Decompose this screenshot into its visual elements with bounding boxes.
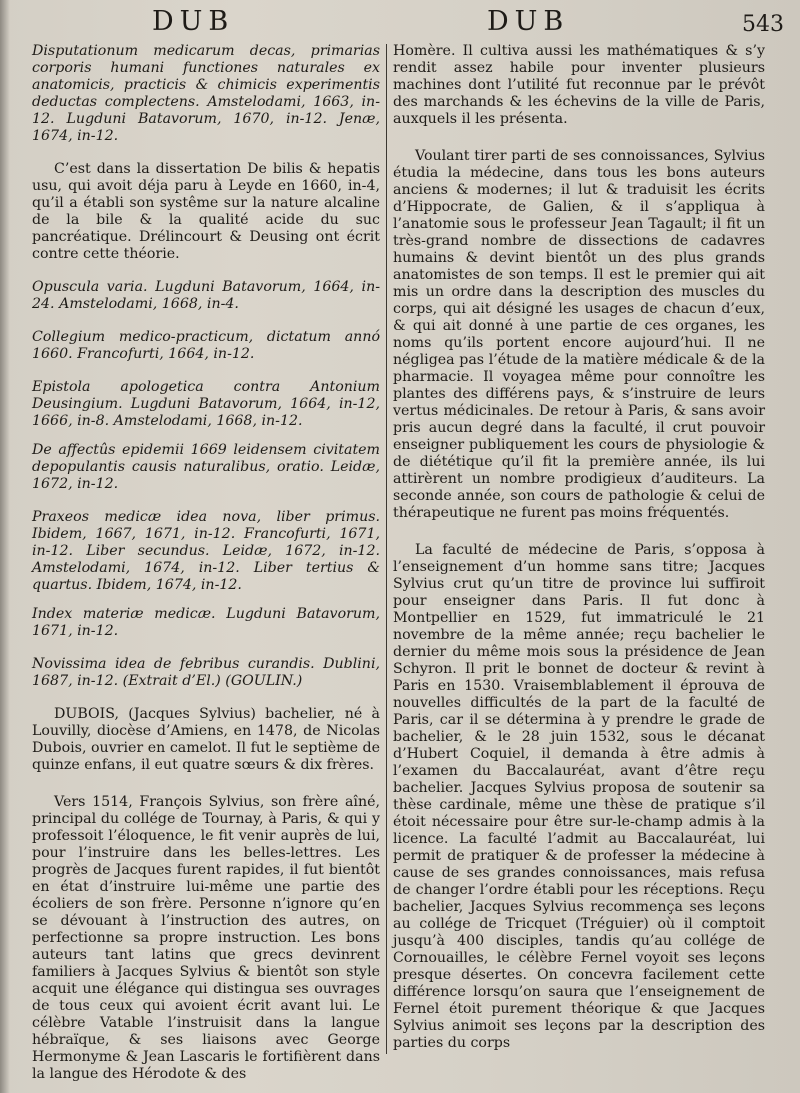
bibliography-entry: De affectûs epidemii 1669 leidensem civitatem depopulantis causis naturalibus, oratio. Leidæ, 1672, in-12. xyxy=(32,442,380,492)
running-head-left: DUB xyxy=(152,6,235,37)
bibliography-entry: Index materiæ medicæ. Lugduni Batavorum, 1671, in-12. xyxy=(32,606,380,639)
paragraph: Homère. Il cultiva aussi les mathématiques & s’y rendit assez habile pour inventer plusieurs machines dont l’utilité fut reconnue par le prévôt des marchands & les échevins de la ville de Paris, auxquels il les présenta. xyxy=(393,43,765,127)
bibliography-entry: Epistola apologetica contra Antonium Deusingium. Lugduni Batavorum, 1664, in-12, 1666, in-8. Amstelodami, 1668, in-12. xyxy=(32,379,380,429)
bibliography-entry: Disputationum medicarum decas, primarias corporis humani functiones naturales ex anatomicis, practicis & chimicis experimentis deductas complectens. Amstelodami, 1663, in-12. Lugduni Batavorum, 1670, in-12. Jenæ, 1674, in-12. xyxy=(32,43,380,144)
paragraph: C’est dans la dissertation De bilis & hepatis usu, qui avoit déja paru à Leyde en 1660, in-4, qu’il a établi son systême sur la nature alcaline de la bile & la qualité acide du suc pancréatique. Drélincourt & Deusing ont écrit contre cette théorie. xyxy=(32,161,380,262)
left-column xyxy=(32,43,380,1083)
bibliography-entry: Novissima idea de febribus curandis. Dublini, 1687, in-12. (Extrait d’El.) (GOULIN.) xyxy=(32,656,380,689)
running-head-right: DUB xyxy=(487,6,570,37)
article-heading-paragraph: DUBOIS, (Jacques Sylvius) bachelier, né à Louvilly, diocèse d’Amiens, en 1478, de Nicolas Dubois, ouvrier en camelot. Il fut le septième de quinze enfans, il eut quatre sœurs & dix frères. xyxy=(32,706,380,773)
paragraph: Voulant tirer parti de ses connoissances, Sylvius étudia la médecine, dans tous les bons auteurs anciens & modernes; il lut & traduisit les écrits d’Hippocrate, de Galien, & il s’appliqua à l’anatomie sous le professeur Jean Tagault; il fit un très-grand nombre de dissections de cadavres humains & devint bientôt un des plus grands anatomistes de son temps. Il est le premier qui ait mis un ordre dans la description des muscles du corps, qui ait désigné les usages de chacun d’eux, & qui ait donné à une partie de ces organes, les noms qu’ils portent encore aujourd’hui. Il ne négligea pas l’étude de la matière médicale & de la pharmacie. Il voyagea même pour connoître les plantes des différens pays, & s’instruire de leurs vertus médicinales. De retour à Paris, & sans avoir pris aucun degré dans la faculté, il crut pouvoir enseigner publiquement les cours de physiologie & de diététique qu’il fit la première année, ils lui attirèrent un nombre prodigieux d’auditeurs. La seconde année, son cours de pathologie & celui de thérapeutique ne furent pas moins fréquentés. xyxy=(393,148,765,521)
paragraph: La faculté de médecine de Paris, s’opposa à l’enseignement d’un homme sans titre; Jacques Sylvius crut qu’un titre de province lui suffiroit pour enseigner dans Paris. Il fut donc à Montpellier en 1529, fut immatriculé le 21 novembre de la même année; reçu bachelier le dernier du même mois sous la présidence de Jean Schyron. Il prit le bonnet de docteur & revint à Paris en 1530. Vraisemblablement il éprouva de nouvelles difficultés de la part de la faculté de Paris, car il se détermina à y prendre le grade de bachelier, & le 28 juin 1532, sous le décanat d’Hubert Coquiel, il demanda à être admis à l’examen du Baccalauréat, avant d’être reçu bachelier. Jacques Sylvius proposa de soutenir sa thèse cardinale, même une thèse de pratique s’il étoit nécessaire pour être sur-le-champ admis à la licence. La faculté l’admit au Baccalauréat, lui permit de pratiquer & de professer la médecine à cause de ses grandes connoissances, mais refusa de changer l’ordre établi pour les réceptions. Reçu bachelier, Jacques Sylvius recommença ses leçons au collége de Tricquet (Tréguier) où il comptoit jusqu’à 400 disciples, tandis qu’au collége de Cornouailles, le célèbre Fernel voyoit ses leçons presque désertes. On concevra facilement cette différence lorsqu’on saura que l’enseignement de Fernel étoit purement théorique & que Jacques Sylvius animoit ses leçons par la description des parties du corps xyxy=(393,542,765,1051)
paragraph: Vers 1514, François Sylvius, son frère aîné, principal du collége de Tournay, à Paris, & qui y professoit l’éloquence, le fit venir auprès de lui, pour l’instruire dans les belles-lettres. Les progrès de Jacques furent rapides, il fut bientôt en état d’instruire lui-même une partie des écoliers de son frère. Personne n’ignore qu’en se dévouant à l’instruction des autres, on perfectionne sa propre instruction. Les bons auteurs tant latins que grecs devinrent familiers à Jacques Sylvius & bientôt son style acquit une élégance qui distingua ses ouvrages de tous ceux qui avoient écrit avant lui. Le célèbre Vatable l’instruisit dans la langue hébraïque, & ses liaisons avec George Hermonyme & Jean Lascaris le fortifièrent dans la langue des Hérodote & des xyxy=(32,794,380,1082)
bibliography-entry: Collegium medico-practicum, dictatum annó 1660. Francofurti, 1664, in-12. xyxy=(32,329,380,362)
right-column xyxy=(393,43,765,1052)
gutter-shadow xyxy=(0,0,10,1093)
column-divider xyxy=(386,44,387,1054)
bibliography-entry: Praxeos medicæ idea nova, liber primus. Ibidem, 1667, 1671, in-12. Francofurti, 1671, in-12. Liber secundus. Leidæ, 1672, in-12. Amstelodami, 1674, in-12. Liber tertius & quartus. Ibidem, 1674, in-12. xyxy=(32,509,380,593)
bibliography-entry: Opuscula varia. Lugduni Batavorum, 1664, in-24. Amstelodami, 1668, in-4. xyxy=(32,279,380,312)
page-number: 543 xyxy=(742,12,784,37)
